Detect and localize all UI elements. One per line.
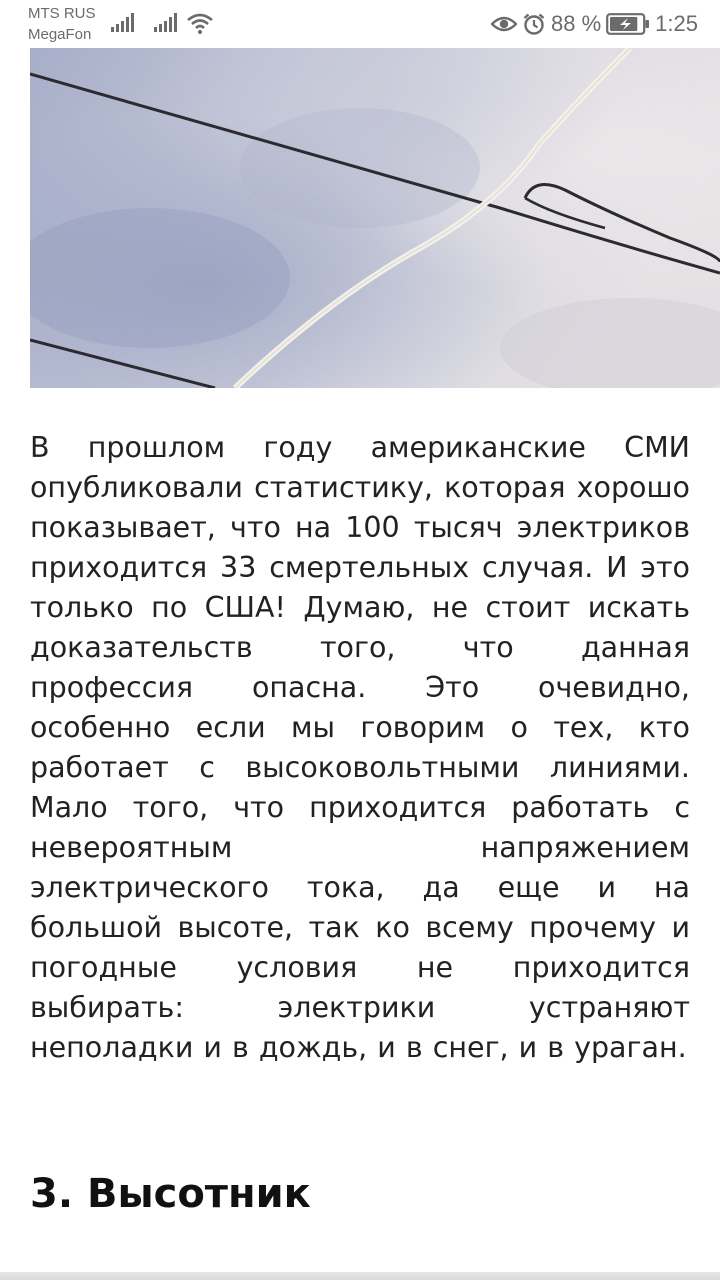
section-heading: 3. Высотник bbox=[30, 1171, 311, 1217]
bottom-divider bbox=[0, 1272, 720, 1280]
carrier-primary: MTS RUS bbox=[28, 5, 96, 22]
power-lines-photo bbox=[30, 48, 720, 388]
signal-icon bbox=[110, 13, 136, 33]
carrier-secondary: MegaFon bbox=[28, 26, 92, 43]
signal-icon bbox=[153, 13, 179, 33]
wifi-icon bbox=[186, 11, 214, 35]
eye-icon bbox=[491, 14, 517, 34]
status-bar bbox=[0, 0, 720, 48]
battery-percent: 88 % bbox=[551, 11, 602, 36]
clock: 1:25 bbox=[655, 11, 698, 36]
alarm-icon bbox=[522, 12, 546, 36]
status-right-group bbox=[491, 8, 698, 40]
battery-charging-icon bbox=[606, 13, 650, 35]
article-image bbox=[30, 48, 720, 388]
article-paragraph: В прошлом году американские СМИ опубликовали статистику, которая хорошо показывает, что на 100 тысяч электриков приходится 33 смертельных случая. И это только по США! Думаю, не стоит искать доказательств того, что данная профессия опасна. Это очевидно, особенно если мы говорим о тех, кто работает с высоковольтными линиями. Мало того, что приходится работать с невероятным напряжением электрического тока, да еще и на большой высоте, так ко всему прочему и погодные условия не приходится выбирать: электрики устраняют неполадки и в дождь, и в снег, и в ураган. bbox=[30, 431, 690, 1064]
